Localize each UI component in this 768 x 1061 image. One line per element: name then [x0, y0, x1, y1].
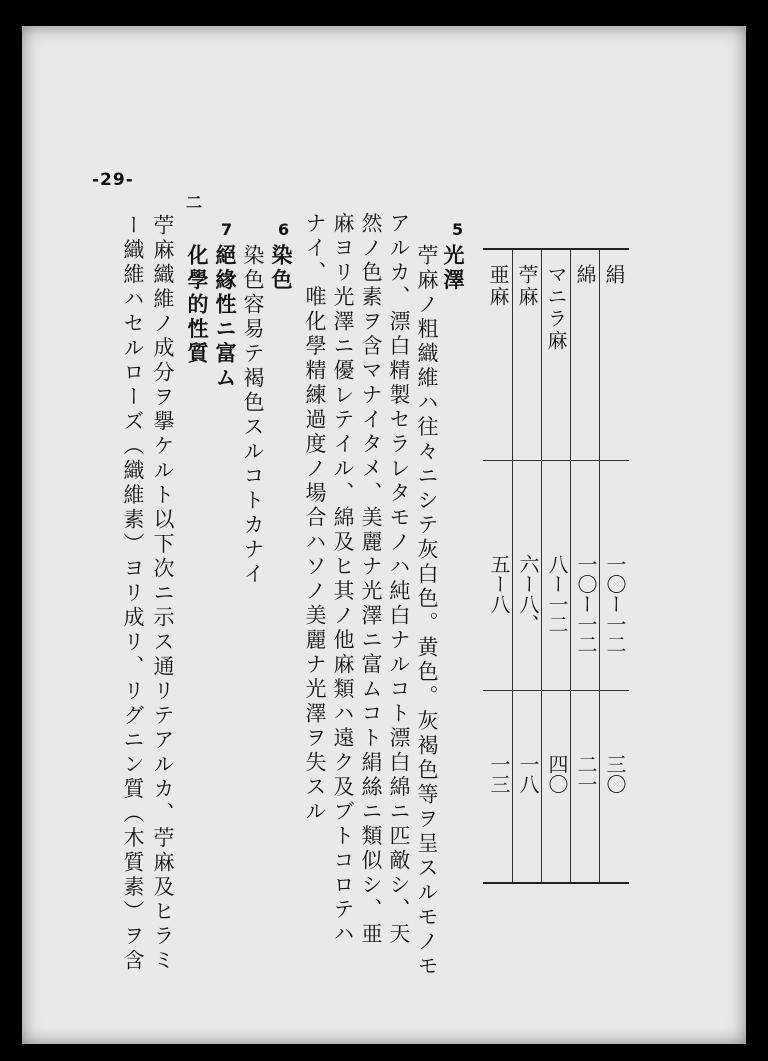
text-column-6: 染色容易テ褐色スルコトカナイ — [241, 244, 265, 587]
text-column-3: 然ノ色素ヲ含マナイタメ、美麗ナ光澤ニ富ムコト絹絲ニ類似シ、亜 — [359, 212, 383, 947]
text-column-2: アルカ、漂白精製セラレタモノハ純白ナルコト漂白綿ニ匹敵シ、天 — [387, 212, 411, 947]
table-header-silk: 絹 — [602, 264, 626, 286]
table-cell: 一八 — [516, 754, 540, 794]
table-cell: 一〇ー一二 — [603, 554, 627, 654]
section-marker-7: 7 — [221, 220, 233, 239]
section-heading-luster: 光澤 — [441, 244, 466, 293]
table-cell: 五ー八 — [487, 554, 511, 614]
text-column-5: ナイ、唯化學精練過度ノ場合ハソノ美麗ナ光澤ヲ失スル — [303, 212, 327, 825]
table-cell: 八ー一二 — [545, 554, 569, 634]
table-header-manila: マニラ麻 — [544, 264, 568, 352]
table-header-divider — [483, 460, 629, 461]
text-column-4: 麻ヨリ光澤ニ優レテイル、綿及ヒ其ノ他麻類ハ遠ク及ブトコロテハ — [331, 212, 355, 947]
table-cell: 一三 — [487, 754, 511, 794]
section-heading-chemical: 化學的性質 — [185, 244, 210, 367]
section-heading-dyeing: 染色 — [269, 244, 294, 293]
section-marker-5: 5 — [452, 220, 464, 239]
table-row-divider — [483, 690, 629, 691]
section-marker-2: 二 — [186, 193, 203, 212]
table-header-ramie: 苧麻 — [515, 264, 539, 308]
text-column-1: 苧麻ノ粗織維ハ往々ニシテ灰白色。黄色。灰褐色等ヲ呈スルモノモ — [415, 244, 439, 979]
section-heading-insulation: 絕緣性ニ富ム — [213, 244, 238, 391]
table-cell: 六ー八、 — [516, 554, 540, 634]
table-cell: 四〇 — [545, 754, 569, 794]
text-column-7: 苧麻織維ノ成分ヲ擧ケルト以下次ニ示ス通リテアルカ、苧麻及ヒラミ — [151, 214, 175, 974]
table-cell: 三〇 — [603, 754, 627, 794]
section-marker-6: 6 — [278, 220, 290, 239]
text-column-8: ー織維ハセルローズ（織維素）ヨリ成リ、リグニン質（木質素）ヲ含 — [121, 214, 145, 974]
page-number: -29- — [92, 170, 134, 190]
table-cell: 二一 — [574, 754, 598, 794]
table-header-cotton: 綿 — [573, 264, 597, 286]
table-header-flax: 亜麻 — [486, 264, 510, 308]
table-cell: 一〇ー一二 — [574, 554, 598, 654]
fiber-table — [483, 248, 629, 884]
